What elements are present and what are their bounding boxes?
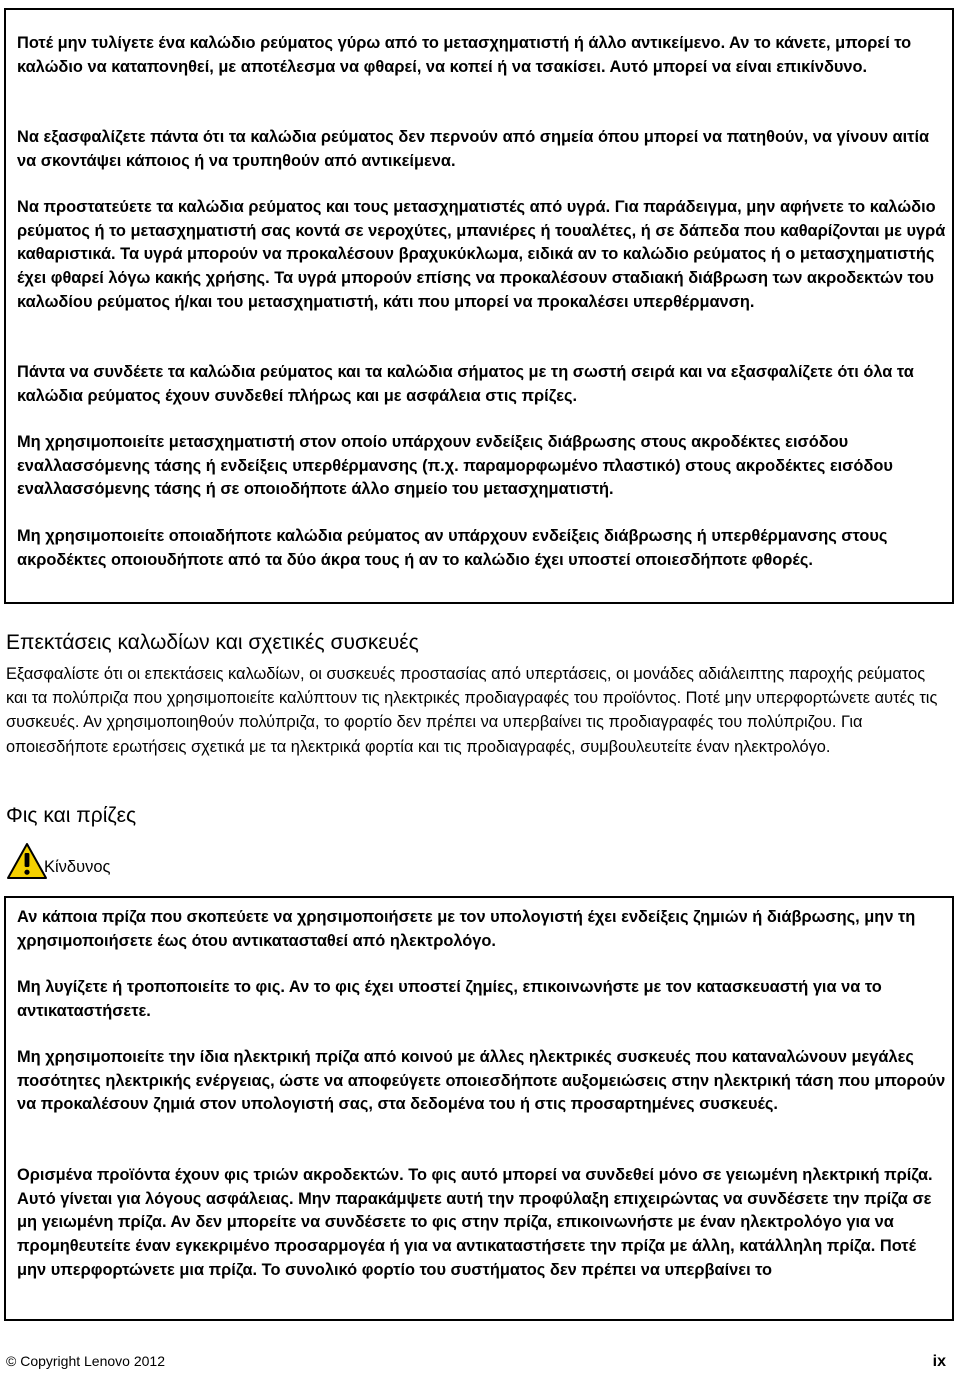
notice-paragraph: Μη χρησιμοποιείτε την ίδια ηλεκτρική πρίζα από κοινού με άλλες ηλεκτρικές συσκευές που καταναλώνουν μεγάλες ποσότητες ηλεκτρικής ενέργειας, ώστε να αποφεύγετε οποιεσδήποτε αυξομειώσεις στην ηλεκτρική τάση που μπορούν να προκαλέσουν ζημιά στον υπολογιστή σας, στα δεδομένα του ή στις προσαρτημένες συσκευές.	[17, 1048, 946, 1114]
notice-paragraph: Να προστατεύετε τα καλώδια ρεύματος και τους μετασχηματιστές από υγρά. Για παράδειγμα, μην αφήνετε το καλώδιο ρεύματος ή το μετασχηματιστή σας κοντά σε νεροχύτες, μπανιέρες ή τουαλέτες, ή σε δάπεδα που καθαρίζονται με υγρά καθαριστικά. Τα υγρά μπορούν να προκαλέσουν βραχυκύκλωμα, ειδικά αν το καλώδιο ρεύματος ή ο μετασχηματιστής έχει φθαρεί λόγω κακής χρήσης. Τα υγρά μπορούν επίσης να προκαλέσουν σταδιακή διάβρωση των ακροδεκτών του καλωδίου ρεύματος ή/και του μετασχηματιστή, κάτι που μπορεί να προκαλέσει υπερθέρμανση.	[17, 198, 946, 311]
page-number: ix	[932, 1353, 946, 1370]
section-body-text: Εξασφαλίστε ότι οι επεκτάσεις καλωδίων, οι συσκευές προστασίας από υπερτάσεις, οι μονάδες αδιάλειπτης παροχής ρεύματος και τα πολύπριζα που χρησιμοποιείτε καλύπτουν τις ηλεκτρικές προδιαγραφές του προϊόντος. Ποτέ μην υπερφορτώνετε αυτές τις συσκευές. Αν χρησιμοποιηθούν πολύπριζα, το φορτίο δεν πρέπει να υπερβαίνει τις προδιαγραφές του πολύπριζου. Για οποιεσδήποτε ερωτήσεις σχετικά με τα ηλεκτρικά φορτία και τις προδιαγραφές, συμβουλευτείτε έναν ηλεκτρολόγο.	[6, 665, 938, 756]
copyright-notice: © Copyright Lenovo 2012	[6, 1353, 165, 1369]
notice-paragraph: Πάντα να συνδέετε τα καλώδια ρεύματος και τα καλώδια σήματος με τη σωστή σειρά και να εξασφαλίζετε ότι όλα τα καλώδια ρεύματος έχουν συνδεθεί πλήρως και με ασφάλεια στις πρίζες.	[17, 363, 914, 405]
section-heading-plugs-outlets: Φις και πρίζες	[6, 804, 137, 827]
notice-paragraph: Μη χρησιμοποιείτε μετασχηματιστή στον οποίο υπάρχουν ενδείξεις διάβρωσης στους ακροδέκτες εισόδου εναλλασσόμενης τάσης ή ενδείξεις υπερθέρμανσης (π.χ. παραμορφωμένο πλαστικό) στους ακροδέκτες εισόδου εναλλασσόμενης τάσης ή σε οποιοδήποτε άλλο σημείο του μετασχηματιστή.	[17, 433, 893, 499]
notice-paragraph: Να εξασφαλίζετε πάντα ότι τα καλώδια ρεύματος δεν περνούν από σημεία όπου μπορεί να πατηθούν, να γίνουν αιτία να σκοντάψει κάποιος ή να τρυπηθούν από αντικείμενα.	[17, 128, 930, 170]
section-heading-extension-cords: Επεκτάσεις καλωδίων και σχετικές συσκευές	[6, 631, 419, 654]
notice-paragraph: Αν κάποια πρίζα που σκοπεύετε να χρησιμοποιήσετε με τον υπολογιστή έχει ενδείξεις ζημιών ή διάβρωσης, μην τη χρησιμοποιήσετε έως ότου αντικατασταθεί από ηλεκτρολόγο.	[17, 908, 916, 950]
notice-paragraph: Μη χρησιμοποιείτε οποιαδήποτε καλώδια ρεύματος αν υπάρχουν ενδείξεις διάβρωσης ή υπερθέρμανσης στους ακροδέκτες οποιουδήποτε από τα δύο άκρα τους ή αν το καλώδιο έχει υποστεί οποιεσδήποτε φθορές.	[17, 527, 888, 569]
notice-paragraph: Μη λυγίζετε ή τροποποιείτε το φις. Αν το φις έχει υποστεί ζημίες, επικοινωνήστε με τον κατασκευαστή για να το αντικαταστήσετε.	[17, 978, 882, 1020]
warning-triangle-icon	[6, 842, 48, 880]
safety-notice-box-plugs	[4, 896, 954, 1321]
safety-notice-box-power-cords	[4, 8, 954, 604]
notice-paragraph: Ποτέ μην τυλίγετε ένα καλώδιο ρεύματος γύρω από το μετασχηματιστή ή άλλο αντικείμενο. Αν το κάνετε, μπορεί το καλώδιο να καταπονηθεί, με αποτέλεσμα να φθαρεί, να κοπεί ή να τσακίσει. Αυτό μπορεί να είναι επικίνδυνο.	[17, 34, 912, 76]
notice-paragraph: Ορισμένα προϊόντα έχουν φις τριών ακροδεκτών. Το φις αυτό μπορεί να συνδεθεί μόνο σε γειωμένη ηλεκτρική πρίζα. Αυτό γίνεται για λόγους ασφάλειας. Μην παρακάμψετε αυτή την προφύλαξη επιχειρώντας να συνδέσετε την πρίζα σε μη γειωμένη πρίζα. Αν δεν μπορείτε να συνδέσετε το φις στην πρίζα, επικοινωνήστε με έναν ηλεκτρολόγο για να προμηθευτείτε έναν εγκεκριμένο προσαρμογέα ή για να αντικαταστήσετε την πρίζα με άλλη, κατάλληλη πρίζα. Ποτέ μην υπερφορτώνετε μια πρίζα. Το συνολικό φορτίο του συστήματος δεν πρέπει να υπερβαίνει το	[17, 1166, 933, 1279]
danger-label: Κίνδυνος	[44, 858, 111, 876]
